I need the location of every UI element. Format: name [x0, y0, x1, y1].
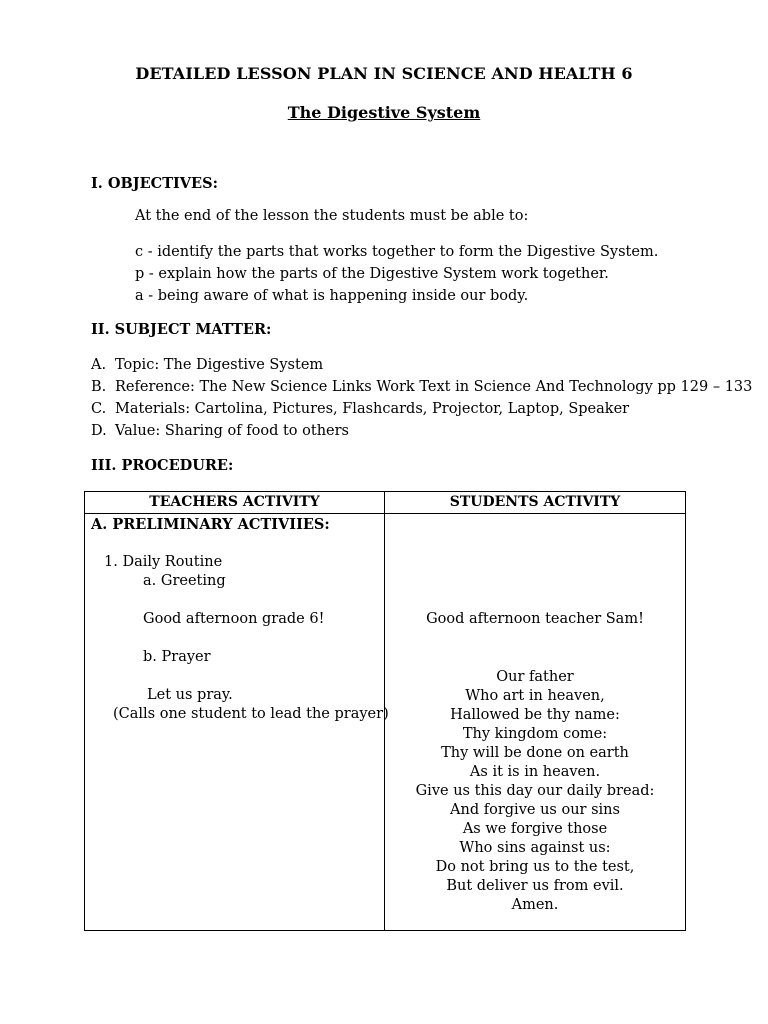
item-letter: B. [91, 379, 107, 395]
prayer-line: And forgive us our sins [450, 802, 620, 818]
student-prayer [385, 668, 685, 915]
item-text: Materials: Cartolina, Pictures, Flashcards, Projector, Laptop, Speaker [115, 401, 630, 417]
item-letter: D. [91, 423, 107, 439]
objective-cognitive: c - identify the parts that works together to form the Digestive System. [135, 244, 659, 260]
teacher-prayer-note: (Calls one student to lead the prayer) [113, 706, 389, 722]
prayer-line: Give us this day our daily bread: [415, 783, 655, 799]
prayer-line: Thy will be done on earth [441, 745, 629, 761]
table-row [85, 514, 686, 931]
objectives-intro: At the end of the lesson the students must be able to: [135, 208, 529, 224]
item-text: Reference: The New Science Links Work Text in Science And Technology pp 129 – 133 [115, 379, 753, 395]
item-text: Value: Sharing of food to others [115, 423, 349, 439]
subject-matter-item [91, 423, 349, 439]
students-activity-header: STUDENTS ACTIVITY [385, 492, 686, 514]
item-letter: A. [91, 357, 107, 373]
prayer-line: But deliver us from evil. [446, 878, 624, 894]
teacher-activity-cell [85, 514, 389, 931]
preliminary-activities-heading: A. PRELIMINARY ACTIVIIES: [91, 516, 330, 533]
prayer-line: Amen. [511, 897, 559, 913]
student-greeting: Good afternoon teacher Sam! [426, 611, 644, 627]
objectives-heading: I. OBJECTIVES: [91, 175, 218, 192]
prayer-line: As we forgive those [462, 821, 608, 837]
document-title: DETAILED LESSON PLAN IN SCIENCE AND HEALTH 6 [135, 64, 633, 83]
prayer-line: Who sins against us: [459, 840, 611, 856]
daily-routine-heading: 1. Daily Routine [104, 554, 223, 570]
teacher-prayer-instruction: Let us pray. [147, 687, 233, 703]
prayer-line: Hallowed be thy name: [450, 707, 620, 723]
teacher-greeting: Good afternoon grade 6! [143, 611, 325, 627]
table-header-row [85, 492, 686, 514]
procedure-table [84, 491, 686, 931]
subject-matter-heading: II. SUBJECT MATTER: [91, 321, 272, 338]
item-letter: C. [91, 401, 107, 417]
procedure-heading: III. PROCEDURE: [91, 457, 234, 474]
prayer-line: Do not bring us to the test, [435, 859, 635, 875]
prayer-line: Who art in heaven, [465, 688, 605, 704]
greeting-heading: a. Greeting [143, 573, 226, 589]
subject-matter-item [91, 357, 323, 373]
prayer-line: As it is in heaven. [469, 764, 601, 780]
student-activity-cell [385, 514, 686, 931]
document-subtitle: The Digestive System [287, 103, 481, 122]
prayer-line: Our father [496, 669, 574, 685]
subject-matter-item [91, 379, 752, 395]
objective-psychomotor: p - explain how the parts of the Digestive System work together. [135, 266, 609, 282]
prayer-heading: b. Prayer [143, 649, 211, 665]
subject-matter-item [91, 401, 629, 417]
item-text: Topic: The Digestive System [115, 357, 324, 373]
objective-affective: a - being aware of what is happening inside our body. [135, 288, 529, 304]
teachers-activity-header: TEACHERS ACTIVITY [85, 492, 385, 514]
prayer-line: Thy kingdom come: [462, 726, 608, 742]
